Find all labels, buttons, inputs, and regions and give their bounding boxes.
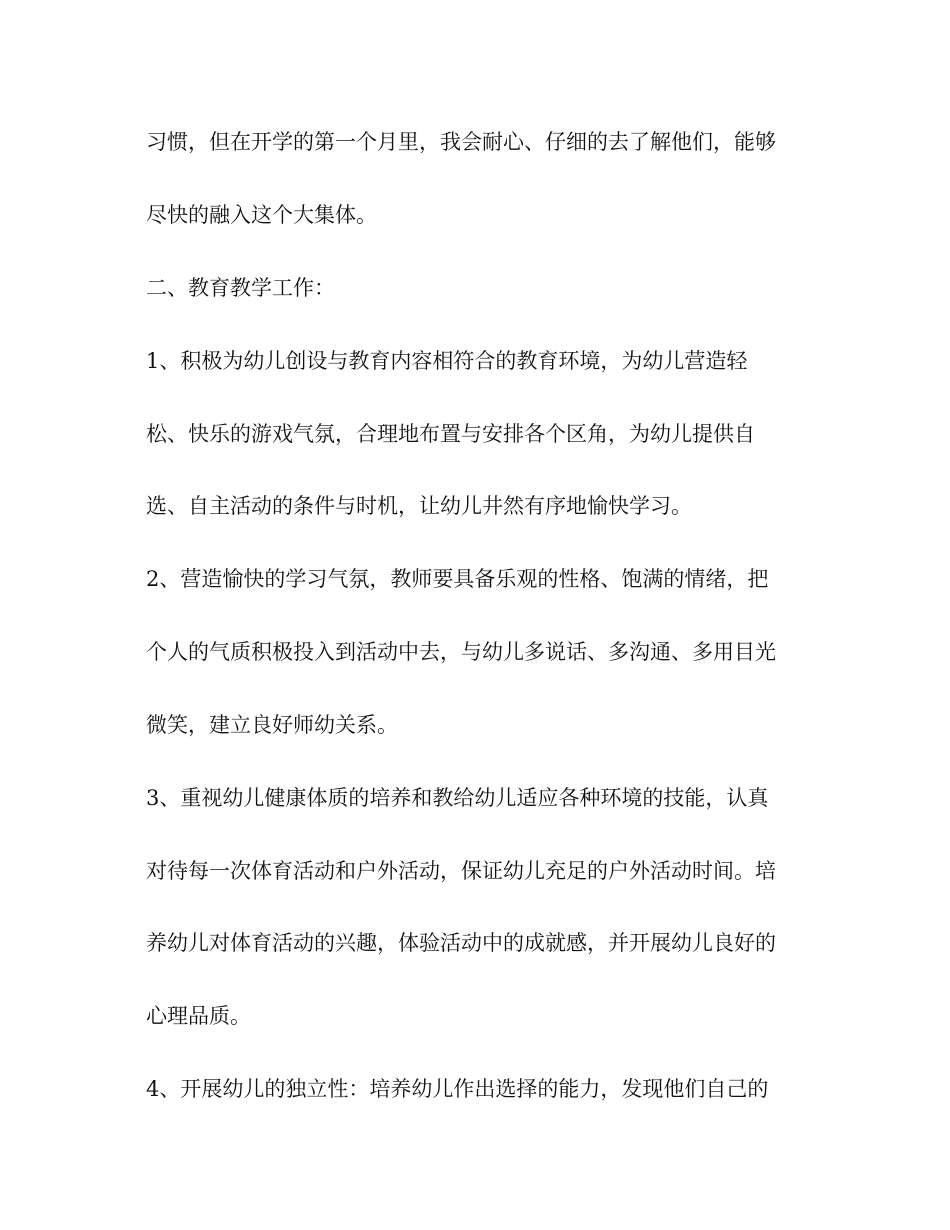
text-line-4: 1、积极为幼儿创设与教育内容相符合的教育环境，为幼儿营造轻 [146,349,748,373]
text-line-14: 4、开展幼儿的独立性：培养幼儿作出选择的能力，发现他们自己的 [146,1077,769,1101]
text-line-13: 心理品质。 [146,1004,251,1028]
text-line-12: 养幼儿对体育活动的兴趣，体验活动中的成就感，并开展幼儿良好的 [146,931,776,955]
text-line-10: 3、重视幼儿健康体质的培养和教给幼儿适应各种环境的技能，认真 [146,786,769,810]
text-line-1: 习惯，但在开学的第一个月里，我会耐心、仔细的去了解他们，能够 [146,130,776,154]
section-heading: 二、教育教学工作： [146,276,335,300]
text-line-6: 选、自主活动的条件与时机，让幼儿井然有序地愉快学习。 [146,494,692,518]
text-line-2: 尽快的融入这个大集体。 [146,203,377,227]
text-line-9: 微笑，建立良好师幼关系。 [146,713,398,737]
text-line-8: 个人的气质积极投入到活动中去，与幼儿多说话、多沟通、多用目光 [146,640,776,664]
text-line-11: 对待每一次体育活动和户外活动，保证幼儿充足的户外活动时间。培 [146,859,776,883]
text-line-5: 松、快乐的游戏气氛，合理地布置与安排各个区角，为幼儿提供自 [146,422,755,446]
text-line-7: 2、营造愉快的学习气氛，教师要具备乐观的性格、饱满的情绪，把 [146,567,769,591]
